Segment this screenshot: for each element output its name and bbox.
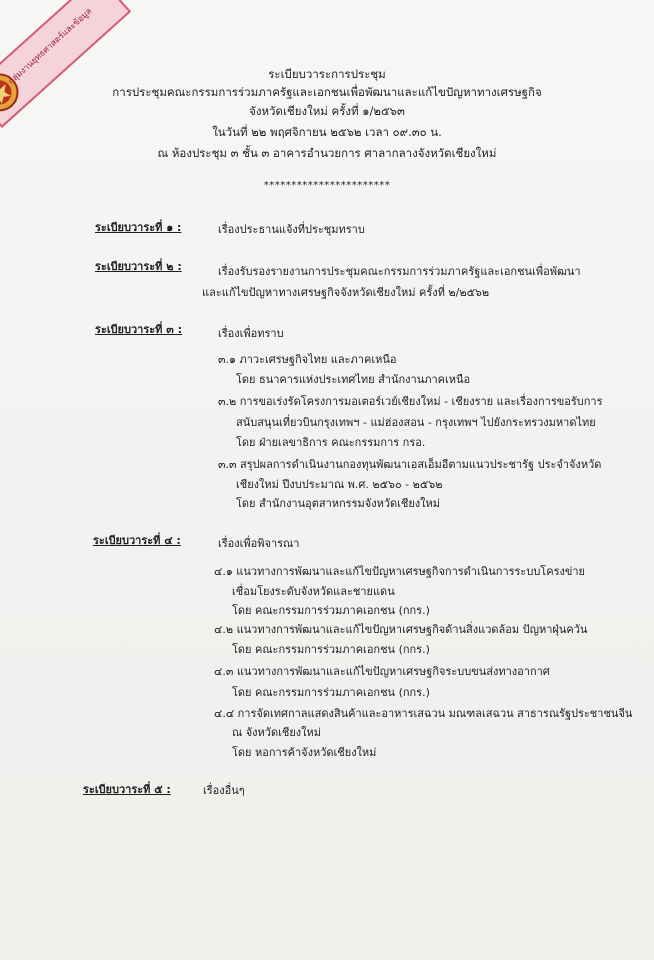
agenda-3-1-title: ๓.๑ ภาวะเศรษฐกิจไทย และภาคเหนือ bbox=[218, 353, 397, 366]
agenda-3-title: เรื่องเพื่อทราบ bbox=[218, 327, 284, 340]
meeting-name: การประชุมคณะกรรมการร่วมภาครัฐและเอกชนเพื่อพัฒนาและแก้ไขปัญหาทางเศรษฐกิจ bbox=[112, 85, 542, 99]
doc-title: ระเบียบวาระการประชุม bbox=[268, 67, 386, 81]
agenda-3-3-title: ๓.๓ สรุปผลการดำเนินงานกองทุนพัฒนาเอสเอ็มอีตามแนวประชารัฐ ประจำจังหวัด bbox=[218, 458, 602, 471]
agenda-4-1-title-cont: เชื่อมโยงระดับจังหวัดและชายแดน bbox=[232, 585, 395, 598]
agenda-3-2-by: โดย ฝ่ายเลขาธิการ คณะกรรมการ กรอ. bbox=[236, 436, 426, 449]
agenda-2-label: ระเบียบวาระที่ ๒ : bbox=[95, 260, 182, 273]
agenda-3-2-title: ๓.๒ การขอเร่งรัดโครงการมอเตอร์เวย์เชียงใหม่ - เชียงราย และเรื่องการขอรับการ bbox=[218, 395, 603, 408]
agenda-5-label: ระเบียบวาระที่ ๕ : bbox=[83, 783, 171, 796]
meeting-location: ณ ห้องประชุม ๓ ชั้น ๓ อาคารอำนวยการ ศาลากลางจังหวัดเชียงใหม่ bbox=[157, 146, 497, 160]
agenda-2-title: เรื่องรับรองรายงานการประชุมคณะกรรมการร่วมภาครัฐและเอกชนเพื่อพัฒนา bbox=[218, 265, 581, 278]
agenda-3-3-title-cont: เชียงใหม่ ปีงบประมาณ พ.ศ. ๒๕๖๐ - ๒๕๖๒ bbox=[236, 478, 443, 491]
agenda-3-label: ระเบียบวาระที่ ๓ : bbox=[95, 323, 182, 336]
stamp-text: กลุ่มงานยุทธศาสตร์และข้อมูล bbox=[6, 6, 95, 87]
agenda-4-1-by: โดย คณะกรรมการร่วมภาคเอกชน (กกร.) bbox=[232, 604, 430, 617]
agenda-2-title-cont: และแก้ไขปัญหาทางเศรษฐกิจจังหวัดเชียงใหม่ ครั้งที่ ๒/๒๕๖๒ bbox=[202, 286, 490, 299]
agenda-3-3-by: โดย สำนักงานอุตสาหกรรมจังหวัดเชียงใหม่ bbox=[236, 497, 441, 510]
meeting-date: ในวันที่ ๒๒ พฤศจิกายน ๒๕๖๒ เวลา ๐๙.๓๐ น. bbox=[212, 125, 442, 139]
agenda-4-label: ระเบียบวาระที่ ๔ : bbox=[93, 534, 181, 547]
agenda-4-4-title-cont: ณ จังหวัดเชียงใหม่ bbox=[232, 726, 322, 739]
agenda-3-1-by: โดย ธนาคารแห่งประเทศไทย สำนักงานภาคเหนือ bbox=[236, 373, 471, 386]
agenda-4-4-by: โดย หอการค้าจังหวัดเชียงใหม่ bbox=[232, 746, 377, 759]
agenda-4-3-by: โดย คณะกรรมการร่วมภาคเอกชน (กกร.) bbox=[232, 686, 430, 699]
agenda-5-title: เรื่องอื่นๆ bbox=[203, 784, 245, 797]
separator: *********************** bbox=[263, 180, 391, 191]
agenda-4-2-by: โดย คณะกรรมการร่วมภาคเอกชน (กกร.) bbox=[232, 643, 430, 656]
meeting-number: จังหวัดเชียงใหม่ ครั้งที่ ๑/๒๕๖๓ bbox=[249, 104, 405, 118]
agenda-4-2-title: ๔.๒ แนวทางการพัฒนาและแก้ไขปัญหาเศรษฐกิจด้านสิ่งแวดล้อม ปัญหาฝุ่นควัน bbox=[214, 623, 588, 636]
agenda-4-4-title: ๔.๔ การจัดเทศกาลแสดงสินค้าและอาหารเสฉวน มณฑลเสฉวน สาธารณรัฐประชาชนจีน bbox=[214, 707, 633, 720]
agenda-3-2-title-cont: สนับสนุนเที่ยวบินกรุงเทพฯ - แม่ฮ่องสอน - กรุงเทพฯ ไปยังกระทรวงมหาดไทย bbox=[236, 416, 596, 429]
agenda-4-1-title: ๔.๑ แนวทางการพัฒนาและแก้ไขปัญหาเศรษฐกิจการดำเนินการระบบโครงข่าย bbox=[214, 565, 585, 578]
agenda-1-title: เรื่องประธานแจ้งที่ประชุมทราบ bbox=[218, 223, 365, 236]
agenda-1-label: ระเบียบวาระที่ ๑ : bbox=[95, 221, 182, 234]
agenda-4-3-title: ๔.๓ แนวทางการพัฒนาและแก้ไขปัญหาเศรษฐกิจระบบขนส่งทางอากาศ bbox=[214, 665, 550, 678]
agenda-4-title: เรื่องเพื่อพิจารณา bbox=[218, 537, 300, 550]
